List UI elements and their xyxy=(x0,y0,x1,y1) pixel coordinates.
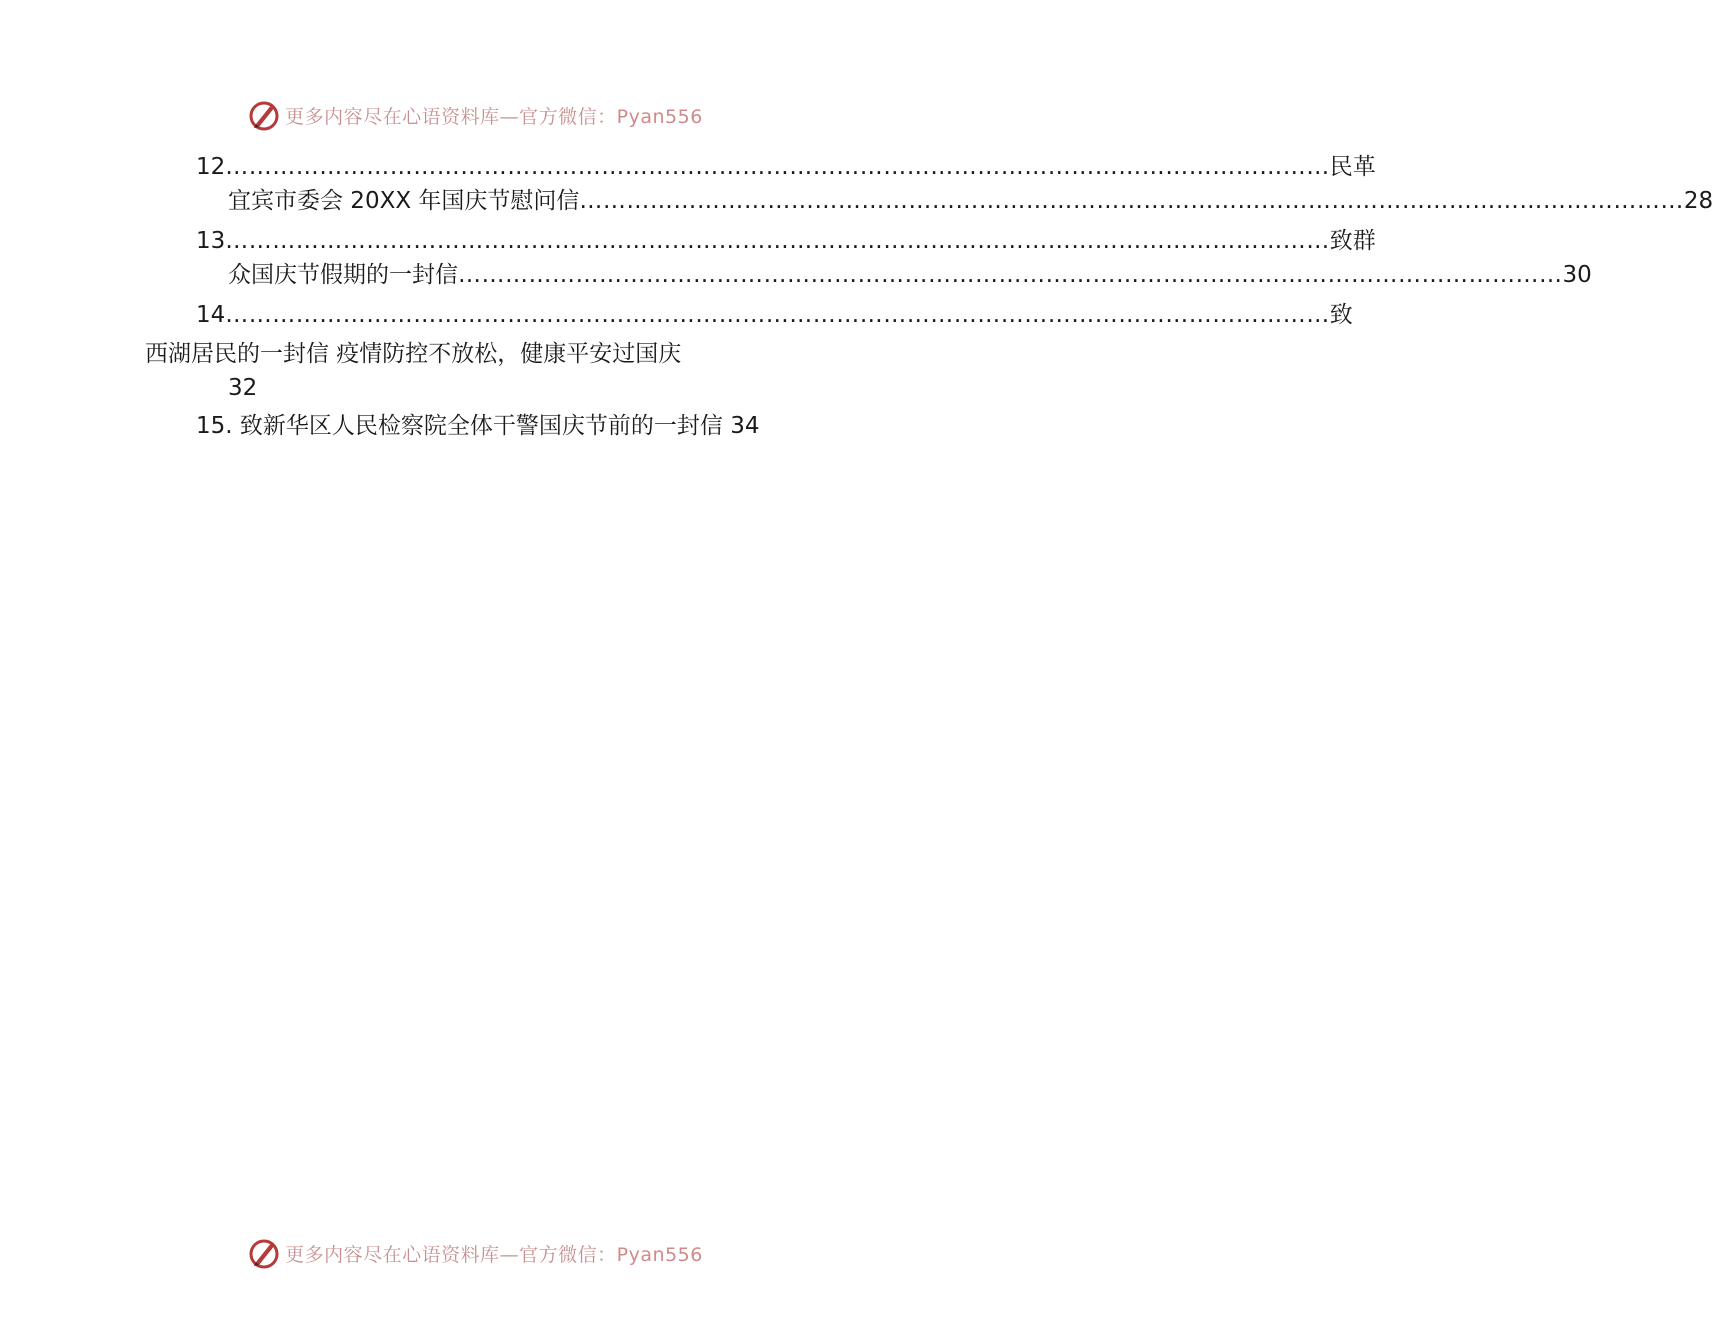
footer-wechat-id: Pyan556 xyxy=(616,1243,703,1266)
toc-entry-13-line1[interactable] xyxy=(196,226,1376,256)
toc-page-number: 32 xyxy=(228,375,258,401)
toc-entry-14-line2[interactable] xyxy=(145,339,681,369)
toc-entry-12-line2[interactable] xyxy=(228,186,1713,216)
toc-entry-13-line2[interactable] xyxy=(228,260,1592,290)
toc-entry-title: 宜宾市委会 20XX 年国庆节慰问信 xyxy=(228,188,580,214)
pen-logo-icon xyxy=(247,1236,281,1270)
toc-entry-title-start: 民革 xyxy=(1329,154,1376,180)
header-wechat-id: Pyan556 xyxy=(616,105,703,128)
toc-entry-14-line1[interactable] xyxy=(196,300,1353,330)
footer-text: 更多内容尽在心语资料库—官方微信：Pyan556 xyxy=(285,1243,703,1266)
toc-entry-title-start: 致群 xyxy=(1329,228,1376,254)
toc-entry-title: 15. 致新华区人民检察院全体干警国庆节前的一封信 34 xyxy=(196,413,760,439)
toc-leader-dots: …………………………………………………………………………………………………………………………… xyxy=(579,188,1684,214)
toc-entry-number: 13 xyxy=(196,228,226,254)
toc-leader-dots: …………………………………………………………………………………………………………………………… xyxy=(458,262,1563,288)
toc-leader-dots: …………………………………………………………………………………………………………………………… xyxy=(225,228,1330,254)
toc-entry-title-start: 致 xyxy=(1329,302,1353,328)
footer-banner xyxy=(0,1233,950,1273)
toc-entry-number: 12 xyxy=(196,154,226,180)
toc-entry-15[interactable] xyxy=(196,411,759,441)
toc-entry-number: 14 xyxy=(196,302,226,328)
toc-leader-dots: …………………………………………………………………………………………………………………………… xyxy=(225,302,1330,328)
toc-entry-title: 众国庆节假期的一封信 xyxy=(228,262,458,288)
toc-page-number: 28 xyxy=(1683,188,1713,214)
toc-entry-title: 西湖居民的一封信 疫情防控不放松，健康平安过国庆 xyxy=(145,341,682,367)
toc-entry-12-line1[interactable] xyxy=(196,152,1376,182)
toc-leader-dots: …………………………………………………………………………………………………………………………… xyxy=(225,154,1330,180)
toc-page-number: 30 xyxy=(1562,262,1592,288)
header-text: 更多内容尽在心语资料库—官方微信：Pyan556 xyxy=(285,105,703,128)
toc-entry-14-line3[interactable] xyxy=(228,373,257,403)
